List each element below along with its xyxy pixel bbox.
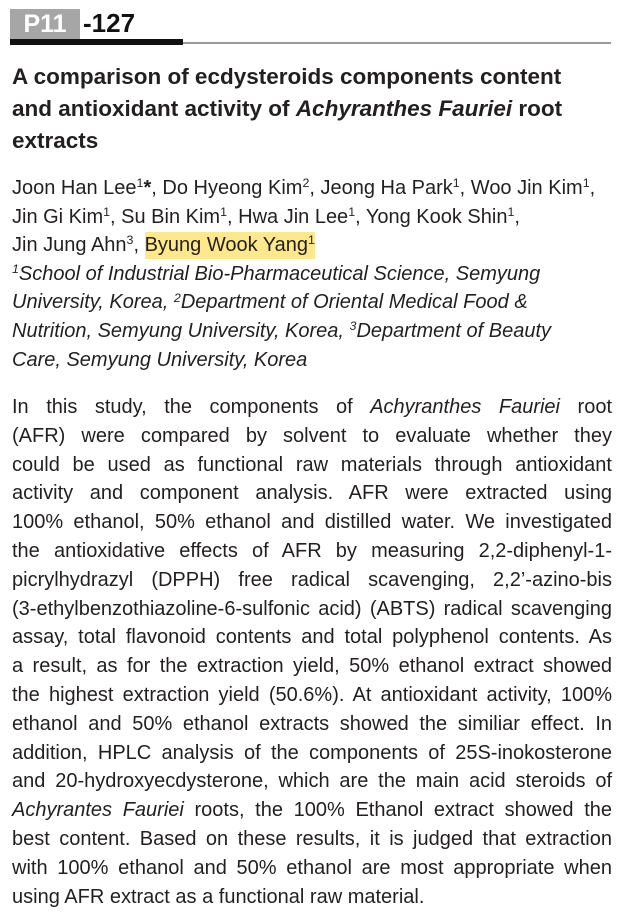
abstract-line: 100% ethanol, 50% ethanol and distilled water. We investigated xyxy=(12,511,612,534)
abstract-line: addition, HPLC analysis of the components of 25S-inokosterone xyxy=(12,741,612,764)
abstract-line: activity and component analysis. AFR were extracted using xyxy=(12,482,612,505)
corresponding-mark: * xyxy=(143,177,152,199)
poster-number: -127 xyxy=(83,8,136,38)
abstract-line: picrylhydrazyl (DPPH) free radical scavenging, 2,2’-azino-bis xyxy=(12,568,612,591)
author: Joon Han Lee$^1$*, xyxy=(12,176,157,199)
byline xyxy=(12,174,612,374)
header-rule-thick xyxy=(10,39,183,45)
abstract-line: the highest extraction yield (50.6%). At antioxidant activity, 100% xyxy=(12,683,612,706)
abstract-body xyxy=(12,393,612,911)
title-species-name: Achyranthes Fauriei xyxy=(295,96,513,121)
author: Jin Gi Kim$^1$, xyxy=(12,204,116,228)
author-highlighted: Byung Wook Yang$^1$ xyxy=(145,232,315,259)
author: Hwa Jin Lee$^1$, xyxy=(238,204,361,228)
abstract-line: ethanol and 50% ethanol extracts showed the similiar effect. In xyxy=(12,712,612,735)
abstract-line: could be used as functional raw materials through antioxidant xyxy=(12,453,612,476)
abstract-line: In this study, the components of Achyranthes Fauriei root xyxy=(12,396,612,418)
author: Woo Jin Kim$^1$, xyxy=(470,176,596,199)
abstract-line: best content. Based on these results, it is judged that extraction xyxy=(12,827,612,850)
author: Jin Jung Ahn$^3$, xyxy=(12,233,139,257)
abstract-line: using AFR extract as a functional raw material. xyxy=(12,885,425,908)
abstract-line: with 100% ethanol and 50% ethanol are most appropriate when xyxy=(12,856,612,879)
abstract-line: (AFR) were compared by solvent to evaluate whether they xyxy=(12,424,612,447)
abstract-line: the antioxidative effects of AFR by measuring 2,2-diphenyl-1- xyxy=(12,539,612,562)
title-text: root xyxy=(518,96,563,121)
abstract-line: a result, as for the extraction yield, 50% ethanol extract showed xyxy=(12,655,612,678)
affiliations: $^1$School of Industrial Bio-Pharmaceutical Science, Semyung University, Korea, $^2$Department of Oriental Medical Food & Nutrition, Semyung University, Korea, $^3$Department of Beauty Care, Semyung University, Korea xyxy=(12,261,552,371)
species-name: Achyranthes Fauriei xyxy=(370,396,561,418)
title-text: A comparison of ecdysteroids components content xyxy=(12,64,562,89)
abstract-line: assay, total flavonoid contents and total polyphenol contents. As xyxy=(12,626,612,649)
header-rule-thin xyxy=(183,42,611,44)
abstract-line: (3-ethylbenzothiazoline-6-sulfonic acid) (ABTS) radical scavenging xyxy=(12,597,612,620)
paper-title xyxy=(12,61,612,157)
species-name: Achyrantes Fauriei xyxy=(12,799,184,822)
title-text: extracts xyxy=(12,128,99,153)
author: Do Hyeong Kim$^2$, xyxy=(162,176,315,199)
abstract-line: and 20-hydroxyecdysterone, which are the main acid steroids of xyxy=(12,770,612,793)
abstract-line: Achyrantes Fauriei roots, the 100% Ethanol extract showed the xyxy=(12,799,612,822)
author: Yong Kook Shin$^1$, xyxy=(365,204,520,228)
author: Jeong Ha Park$^1$, xyxy=(320,176,466,199)
session-badge: P11 xyxy=(10,9,80,39)
title-text: and antioxidant activity of xyxy=(12,96,290,121)
author: Su Bin Kim$^1$, xyxy=(121,204,233,228)
